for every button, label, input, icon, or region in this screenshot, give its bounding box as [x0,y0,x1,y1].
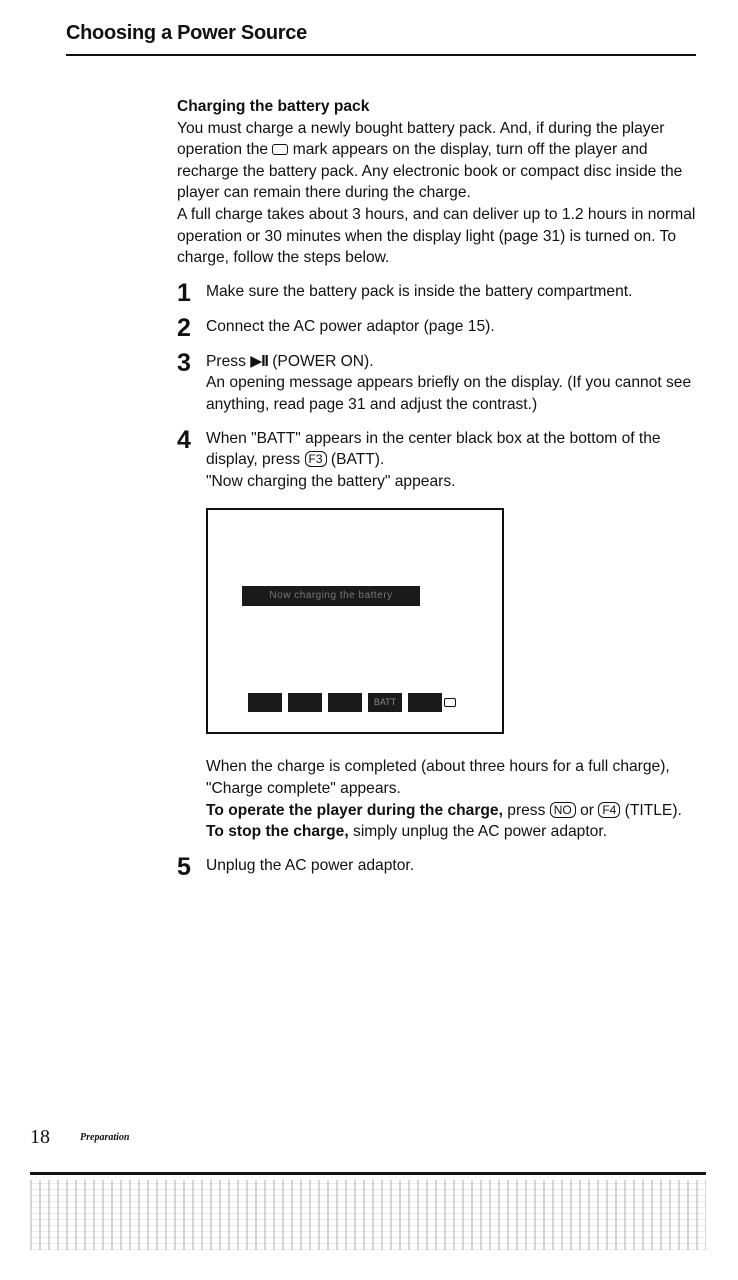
bottom-rule [30,1172,706,1175]
step-text [206,428,707,471]
step-4 [177,425,707,843]
function-key-box [408,693,442,712]
step-3 [177,348,707,416]
step-5 [177,852,707,881]
function-key-box [328,693,362,712]
display-message-bar: Now charging the battery [242,586,420,606]
display-function-keys [248,693,456,712]
steps-list [177,278,707,881]
charge-time-paragraph: A full charge takes about 3 hours, and can deliver up to 1.2 hours in normal operation or 30 minutes when the display light (page 31) is turned on. To charge, follow the steps below. [177,205,696,267]
section-heading: Charging the battery pack [177,98,370,115]
operate-during-charge [206,800,707,822]
intro-paragraph [177,118,707,204]
step-number: 2 [177,313,191,342]
step-text: Unplug the AC power adaptor. [206,856,415,874]
operate-title: (TITLE). [624,801,682,819]
function-key-box [288,693,322,712]
play-pause-icon: ▶II [250,352,268,370]
f4-key-icon: F4 [598,802,620,818]
display-illustration [206,508,504,734]
step-text: Connect the AC power adaptor (page 15). [206,317,495,335]
operate-or: or [580,801,594,819]
step-number: 1 [177,278,191,307]
footer-section-label: Preparation [80,1132,130,1143]
step-number: 3 [177,348,191,377]
step-note: An opening message appears briefly on the display. (If you cannot see anything, read page 31 and adjust the contrast.) [206,374,692,413]
stop-text: simply unplug the AC power adaptor. [353,823,607,841]
step-text-b: (BATT). [330,451,385,469]
step-text-b: (POWER ON). [272,352,374,370]
step-text-a: Press [206,352,246,370]
cd-icon [272,144,288,155]
header-rule [66,54,696,56]
function-key-batt: BATT [368,693,402,712]
page-header-title: Choosing a Power Source [66,22,307,44]
step-2 [177,313,707,342]
step-number: 4 [177,425,191,454]
battery-icon [444,698,456,707]
operate-bold: To operate the player during the charge, [206,801,503,819]
stop-bold: To stop the charge, [206,823,349,841]
step-text [206,351,707,373]
f3-key-icon: F3 [305,451,327,467]
scan-noise-strip [30,1180,706,1250]
intro-text-b: mark appears on the display, turn off the player and recharge the battery pack. Any electronic book or compact disc inside the player can remain there during the charge. [177,141,683,202]
step-number: 5 [177,852,191,881]
operate-press: press [507,801,546,819]
no-key-icon: NO [550,802,576,818]
step-line2: "Now charging the battery" appears. [206,472,456,490]
function-key-box [248,693,282,712]
charge-complete-text: When the charge is completed (about three hours for a full charge), "Charge complete" appears. [206,758,670,797]
step-1 [177,278,707,307]
main-content [177,96,707,890]
page-number: 18 [30,1126,50,1148]
step-text: Make sure the battery pack is inside the battery compartment. [206,282,633,300]
step-text-a: When "BATT" appears in the center black box at the bottom of the display, press [206,429,661,469]
intro-text-a: You must charge a newly bought battery pack. And, if during the player operation the [177,119,665,159]
stop-charge [206,821,707,843]
